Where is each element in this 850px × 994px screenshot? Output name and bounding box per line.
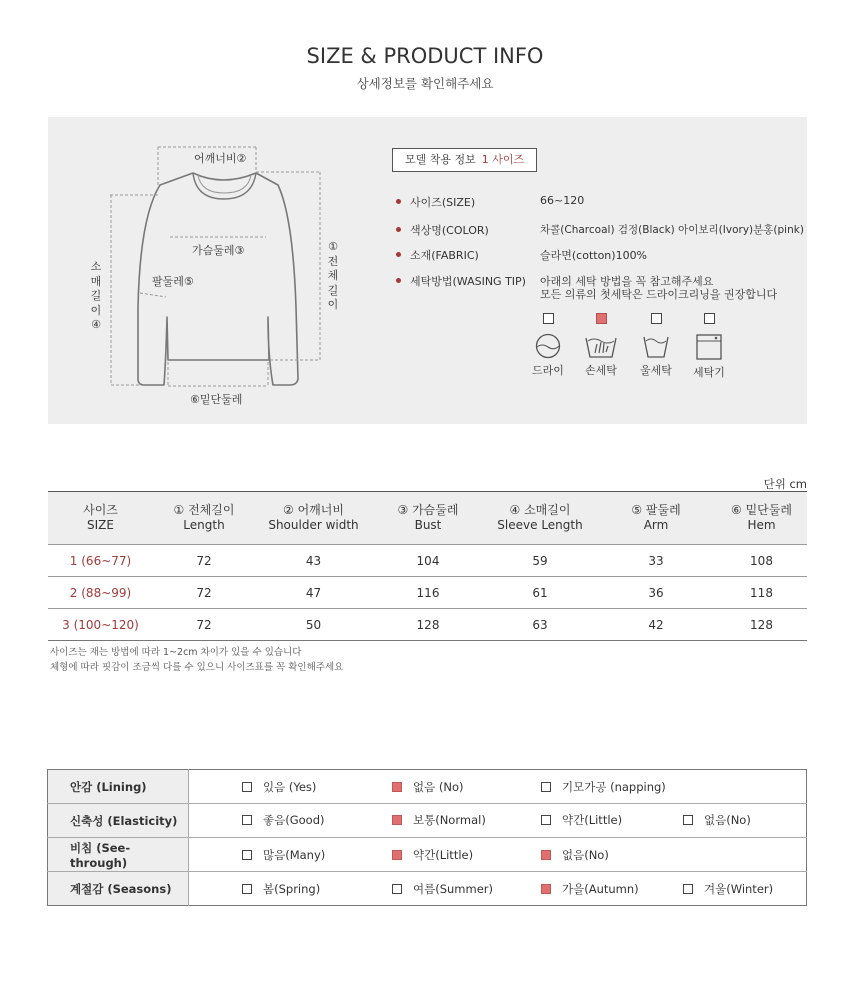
- unit-label: 단위 cm: [763, 477, 807, 491]
- wash-option-wool[interactable]: 울세탁: [631, 313, 681, 378]
- checkbox[interactable]: [392, 884, 402, 894]
- hem-label: ⑥밑단둘레: [190, 393, 243, 406]
- wash-option-machine[interactable]: 세탁기: [684, 313, 734, 380]
- hand-wash-icon: [584, 333, 618, 359]
- header-length: ① 전체길이 Length: [153, 492, 255, 545]
- fabric-table: [47, 769, 807, 906]
- bullet-icon: [396, 199, 401, 204]
- page-subtitle: 상세정보를 확인해주세요: [356, 76, 494, 91]
- checkbox[interactable]: [242, 850, 252, 860]
- option-little[interactable]: 약간(Little): [392, 847, 473, 863]
- option-napping[interactable]: 기모가공 (napping): [541, 779, 666, 795]
- model-size: 1 사이즈: [481, 153, 525, 166]
- checkbox[interactable]: [242, 782, 252, 792]
- header-arm: ⑤ 팔둘레 Arm: [596, 492, 716, 545]
- option-normal[interactable]: 보통(Normal): [392, 812, 486, 828]
- page-title: SIZE & PRODUCT INFO: [306, 44, 544, 68]
- size-note: 사이즈는 재는 방법에 따라 1~2cm 차이가 있을 수 있습니다: [50, 647, 302, 658]
- header-bust: ③ 가슴둘레 Bust: [372, 492, 484, 545]
- table-row: 1 (66~77) 72 43 104 59 33 108: [48, 545, 807, 577]
- option-autumn[interactable]: 가을(Autumn): [541, 881, 639, 897]
- checkbox-checked[interactable]: [596, 313, 607, 324]
- option-many[interactable]: 많음(Many): [242, 847, 325, 863]
- bullet-icon: [396, 278, 401, 283]
- fabric-row-lining: 안감 (Lining) 있음 (Yes) 없음 (No) 기모가공 (napping): [48, 770, 807, 804]
- option-none[interactable]: 없음(No): [683, 812, 751, 828]
- product-info-panel: 어깨너비② 가슴둘레③ 팔둘레⑤ ⑥밑단둘레 소 매 길 이 ④ ① 전 체 길 이 모델 착용 정보 1 사이즈 사이즈(SIZE) 66~120 색상명(COLOR) 차콜(Charcoal) 검정(Black) 아이보리(Ivory)분홍(pink) 소재(FABRIC) 슬라면(cotton)100% 세탁방법(WASING TIP) 아래의 세탁 방법을 꼭 참고해주세요 모든 의류의 첫세탁은 드라이크리닝을 권장합니다 드라이 손세탁 울세탁 세탁기: [48, 117, 807, 424]
- checkbox[interactable]: [543, 313, 554, 324]
- header-sleeve: ④ 소매길이 Sleeve Length: [484, 492, 596, 545]
- table-row: 3 (100~120) 72 50 128 63 42 128: [48, 609, 807, 641]
- header-hem: ⑥ 밑단둘레 Hem: [716, 492, 807, 545]
- option-winter[interactable]: 겨울(Winter): [683, 881, 773, 897]
- bullet-icon: [396, 252, 401, 257]
- bullet-icon: [396, 227, 401, 232]
- wool-wash-icon: [641, 333, 671, 359]
- size-table: [48, 491, 807, 641]
- checkbox-checked[interactable]: [541, 884, 551, 894]
- option-no[interactable]: 없음 (No): [392, 779, 464, 795]
- checkbox-checked[interactable]: [541, 850, 551, 860]
- fabric-row-seasons: 계절감 (Seasons) 봄(Spring) 여름(Summer) 가을(Autumn) 겨울(Winter): [48, 872, 807, 906]
- model-size-tag: [392, 148, 537, 172]
- checkbox-checked[interactable]: [392, 782, 402, 792]
- option-spring[interactable]: 봄(Spring): [242, 881, 320, 897]
- checkbox[interactable]: [651, 313, 662, 324]
- fabric-row-elasticity: 신축성 (Elasticity) 좋음(Good) 보통(Normal) 약간(Little) 없음(No): [48, 804, 807, 838]
- header-size: 사이즈 SIZE: [48, 492, 153, 545]
- option-little[interactable]: 약간(Little): [541, 812, 622, 828]
- washing-machine-icon: [695, 333, 723, 361]
- fabric-row-see-through: 비침 (See-through) 많음(Many) 약간(Little) 없음(No): [48, 838, 807, 872]
- checkbox[interactable]: [683, 815, 693, 825]
- size-table-header: [48, 492, 807, 545]
- shoulder-label: 어깨너비②: [194, 152, 247, 165]
- checkbox[interactable]: [541, 782, 551, 792]
- checkbox[interactable]: [683, 884, 693, 894]
- bust-label: 가슴둘레③: [192, 244, 245, 257]
- option-summer[interactable]: 여름(Summer): [392, 881, 493, 897]
- total-length-label: ① 전 체 길 이: [327, 240, 339, 311]
- option-good[interactable]: 좋음(Good): [242, 812, 324, 828]
- table-row: 2 (88~99) 72 47 116 61 36 118: [48, 577, 807, 609]
- option-yes[interactable]: 있음 (Yes): [242, 779, 316, 795]
- wash-option-hand[interactable]: 손세탁: [576, 313, 626, 378]
- checkbox[interactable]: [242, 815, 252, 825]
- option-none[interactable]: 없음(No): [541, 847, 609, 863]
- checkbox-checked[interactable]: [392, 815, 402, 825]
- checkbox[interactable]: [242, 884, 252, 894]
- wash-option-dry[interactable]: 드라이: [523, 313, 573, 378]
- checkbox[interactable]: [541, 815, 551, 825]
- checkbox[interactable]: [704, 313, 715, 324]
- header-shoulder: ② 어깨너비 Shoulder width: [255, 492, 372, 545]
- arm-label: 팔둘레⑤: [152, 275, 194, 288]
- sleeve-length-label: 소 매 길 이 ④: [90, 260, 102, 331]
- checkbox-checked[interactable]: [392, 850, 402, 860]
- size-note: 체형에 따라 핏감이 조금씩 다를 수 있으니 사이즈표를 꼭 확인해주세요: [50, 662, 344, 673]
- dry-clean-icon: [534, 333, 562, 359]
- model-label: 모델 착용 정보: [405, 153, 476, 166]
